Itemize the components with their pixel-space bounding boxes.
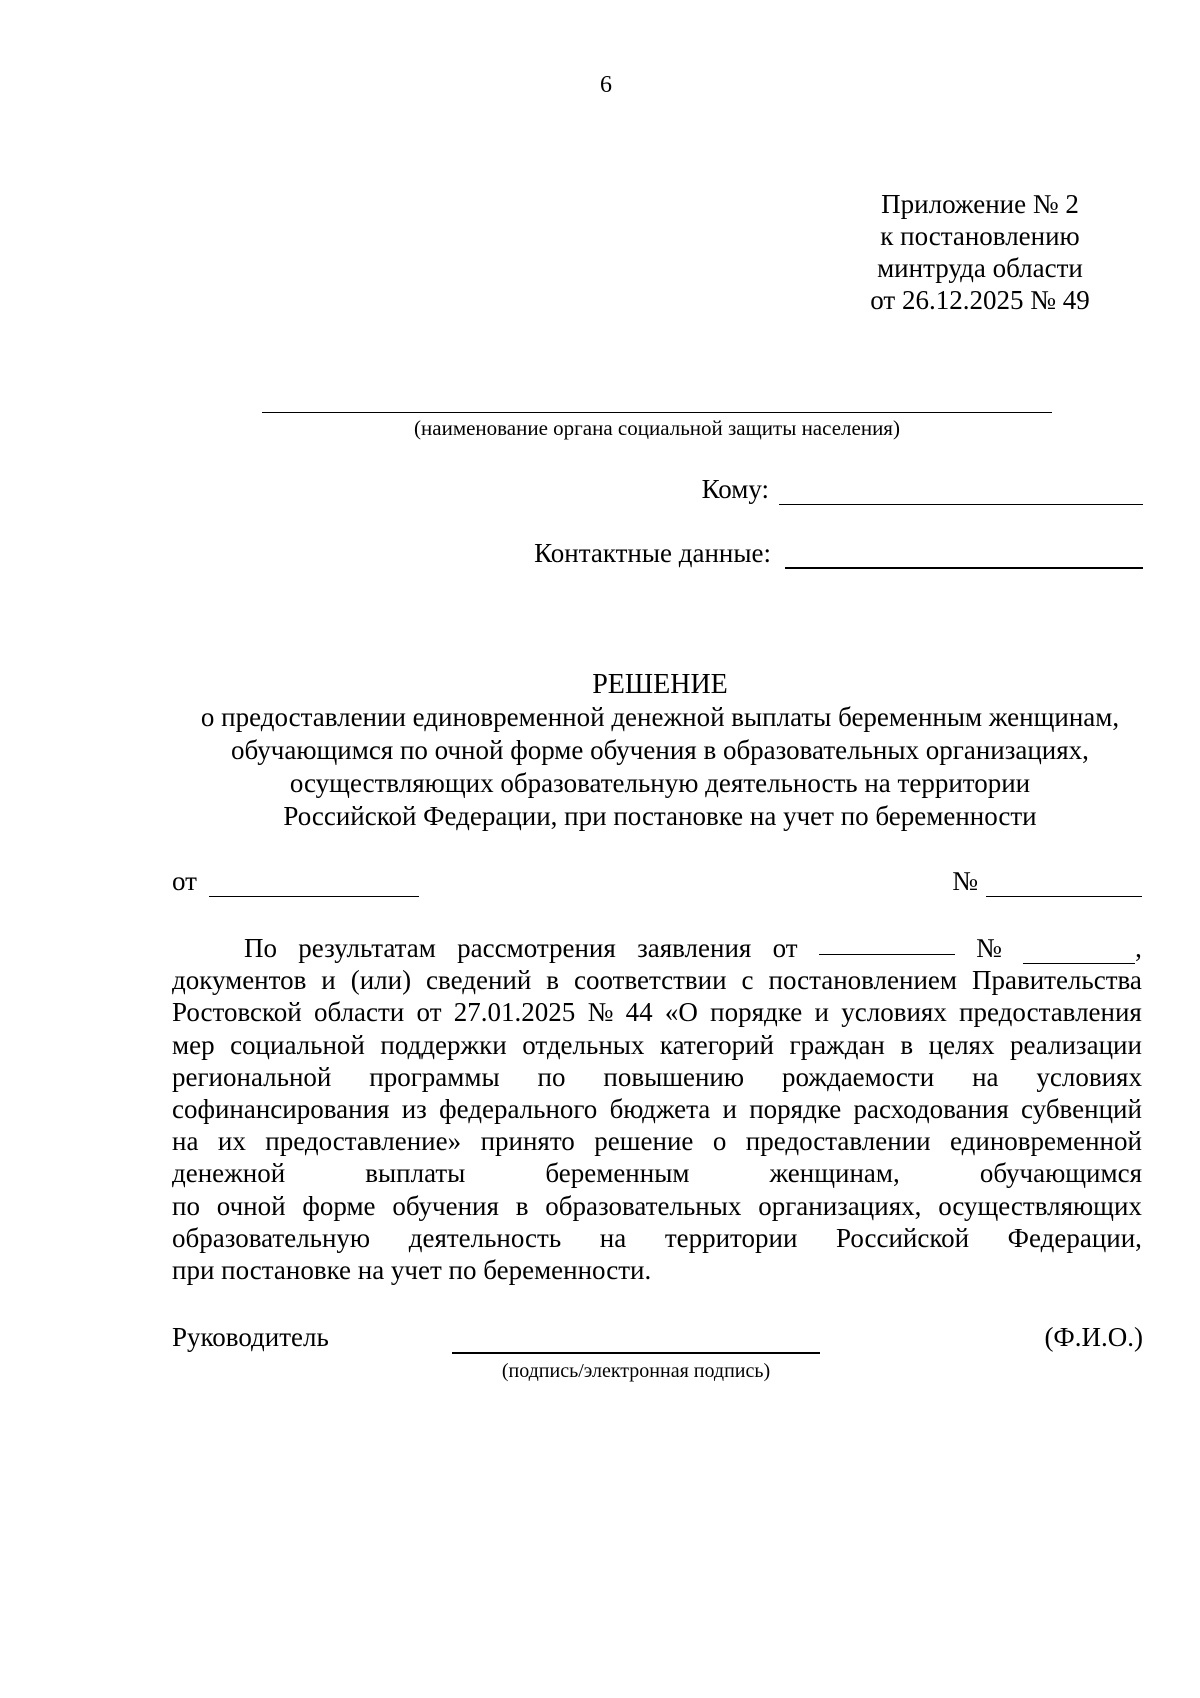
body-punct: , — [1135, 933, 1142, 963]
fio-label: (Ф.И.О.) — [1044, 1322, 1143, 1352]
body-line — [172, 1222, 1142, 1254]
body-word: образовательную — [172, 1222, 371, 1253]
recipient-row — [702, 474, 1143, 505]
body-word: единовременной — [950, 1126, 1142, 1157]
organ-name-caption: (наименование органа социальной защиты населения) — [414, 416, 900, 440]
body-word: предоставление» — [265, 1126, 462, 1157]
body-word: 44 — [625, 997, 653, 1028]
body-word: в — [515, 1190, 529, 1221]
body-word: порядке — [710, 997, 803, 1028]
body-word: субвенций — [1021, 1094, 1142, 1125]
decision-subtitle-line: обучающимся по очной форме обучения в образовательных организациях, — [231, 735, 1089, 765]
body-word: условиях — [841, 997, 947, 1028]
body-word: в — [546, 965, 560, 996]
body-word: и — [814, 997, 829, 1028]
body-word: расходования — [853, 1094, 1009, 1125]
body-word: документов — [172, 965, 307, 996]
body-word: и — [321, 965, 336, 996]
body-word: обучения — [392, 1190, 499, 1221]
body-word: на — [972, 1061, 999, 1092]
head-label: Руководитель — [172, 1322, 329, 1352]
body-word: по — [537, 1061, 566, 1092]
body-line-last: при постановке на учет по беременности. — [172, 1255, 652, 1286]
body-word: результатам — [298, 933, 436, 963]
body-word: По — [244, 933, 277, 963]
body-word: очной — [216, 1190, 286, 1221]
appendix-line: к постановлению — [880, 221, 1080, 251]
body-line — [172, 1190, 1142, 1222]
signature-blank — [452, 1352, 820, 1354]
body-word: образовательных — [545, 1190, 742, 1221]
decision-subtitle-line: Российской Федерации, при постановке на учет по беременности — [283, 801, 1037, 831]
body-line — [172, 996, 1142, 1028]
application-number-blank — [1023, 941, 1135, 964]
body-word: обучающимся — [979, 1158, 1142, 1189]
body-word: № — [587, 997, 614, 1028]
body-word: рождаемости — [781, 1061, 935, 1092]
body-word: выплаты — [365, 1158, 466, 1189]
body-word: «О — [664, 997, 698, 1028]
body-word: женщинам, — [769, 1158, 900, 1189]
body-word: и — [722, 1094, 737, 1125]
body-word: Российской — [836, 1222, 970, 1253]
body-word: на — [172, 1126, 199, 1157]
decision-subtitle-line: осуществляющих образовательную деятельность на территории — [289, 768, 1031, 798]
organ-name-blank — [262, 412, 1052, 413]
body-word: отдельных — [522, 1029, 645, 1060]
body-word: по — [172, 1190, 200, 1221]
body-line — [172, 964, 1142, 996]
body-word: предоставления — [959, 997, 1142, 1028]
appendix-line: от 26.12.2025 № 49 — [870, 285, 1090, 315]
recipient-label: Кому: — [701, 474, 769, 504]
body-word: их — [217, 1126, 246, 1157]
body-word: граждан — [789, 1029, 885, 1060]
body-word: порядке — [749, 1094, 842, 1125]
body-word: мер — [172, 1029, 215, 1060]
body-word: бюджета — [609, 1094, 711, 1125]
body-word: решение — [594, 1126, 694, 1157]
appendix-header — [830, 188, 1130, 316]
decision-number-label: № — [952, 866, 978, 896]
body-line — [172, 1157, 1142, 1189]
decision-subtitle-line: о предоставлении единовременной денежной выплаты беременным женщинам, — [200, 702, 1120, 732]
body-word: поддержки — [380, 1029, 507, 1060]
decision-date-label: от — [172, 866, 197, 896]
body-word: рассмотрения — [457, 933, 616, 963]
body-word: форме — [302, 1190, 376, 1221]
body-line — [172, 1093, 1142, 1125]
body-word: софинансирования — [172, 1094, 390, 1125]
body-word: сведений — [426, 965, 532, 996]
body-word: постановлением — [768, 965, 957, 996]
decision-body — [172, 932, 1142, 1286]
body-line — [172, 1029, 1142, 1061]
body-line — [172, 1061, 1142, 1093]
body-word: Федерации, — [1007, 1222, 1142, 1253]
body-word: организациях, — [758, 1190, 922, 1221]
body-word: № — [976, 933, 1002, 963]
contacts-blank — [785, 543, 1143, 569]
page-number: 6 — [600, 72, 612, 98]
appendix-line: минтруда области — [877, 253, 1083, 283]
body-word: из — [401, 1094, 427, 1125]
application-number-group — [1023, 932, 1142, 964]
body-word: предоставлении — [745, 1126, 931, 1157]
body-word: осуществляющих — [938, 1190, 1142, 1221]
body-word: условиях — [1036, 1061, 1142, 1092]
decision-date-row — [172, 866, 419, 897]
body-word: Ростовской — [172, 997, 302, 1028]
body-line — [172, 1125, 1142, 1157]
body-word: о — [712, 1126, 727, 1157]
signature-caption: (подпись/электронная подпись) — [501, 1360, 771, 1382]
body-word: соответствии — [574, 965, 727, 996]
body-word: Правительства — [971, 965, 1142, 996]
body-word: 27.01.2025 — [453, 997, 576, 1028]
body-word: от — [772, 933, 798, 963]
body-word: реализации — [1009, 1029, 1142, 1060]
body-word: социальной — [230, 1029, 365, 1060]
application-date-blank — [819, 932, 955, 955]
body-word: денежной — [172, 1158, 286, 1189]
appendix-line: Приложение № 2 — [881, 189, 1079, 219]
body-word: территории — [664, 1222, 798, 1253]
decision-title: РЕШЕНИЕ — [592, 669, 728, 700]
body-line — [172, 932, 1142, 964]
body-word: области — [314, 997, 405, 1028]
body-word: (или) — [350, 965, 412, 996]
body-word: принято — [480, 1126, 575, 1157]
body-word: от — [416, 997, 442, 1028]
body-word: повышению — [603, 1061, 745, 1092]
body-word: программы — [369, 1061, 500, 1092]
body-word: заявления — [637, 933, 752, 963]
body-word: региональной — [172, 1061, 332, 1092]
recipient-blank — [779, 480, 1143, 505]
contacts-row — [534, 538, 1143, 569]
body-word: на — [599, 1222, 627, 1253]
decision-number-row — [952, 866, 1142, 897]
body-word: в — [900, 1029, 914, 1060]
contacts-label: Контактные данные: — [534, 538, 771, 568]
body-word: федерального — [439, 1094, 598, 1125]
body-word: с — [741, 965, 754, 996]
body-word: категорий — [659, 1029, 774, 1060]
decision-title-block — [120, 668, 1200, 833]
body-word: беременным — [545, 1158, 690, 1189]
decision-date-blank — [209, 872, 419, 897]
body-word: деятельность — [408, 1222, 562, 1253]
decision-number-blank — [986, 872, 1142, 897]
body-word: целях — [928, 1029, 995, 1060]
